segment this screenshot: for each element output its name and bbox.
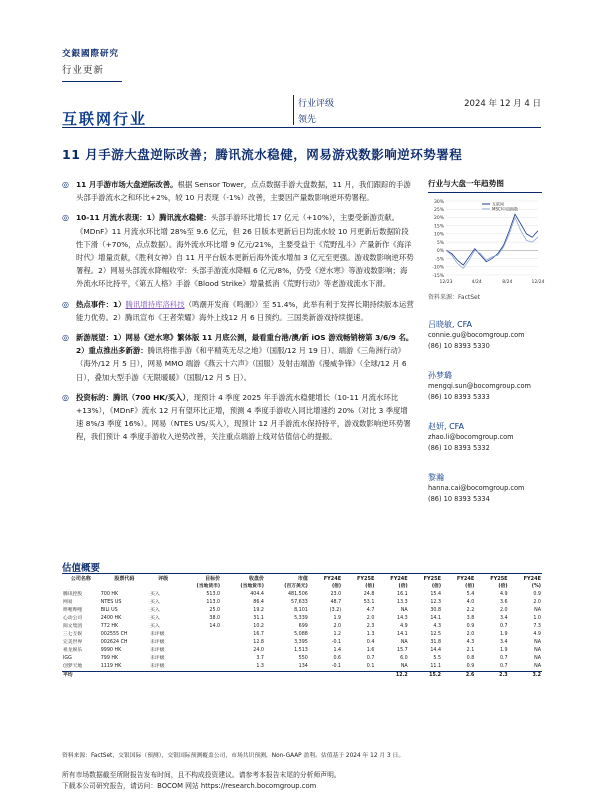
table-cell: 002624 CH	[100, 640, 128, 645]
table-cell	[149, 672, 177, 681]
legend-label: MSCI中国指数	[492, 206, 518, 212]
table-cell: NTES US	[100, 600, 122, 605]
table-header-cell: 市值	[297, 576, 308, 582]
table-body	[62, 591, 542, 672]
bullet-marker-icon: ◎	[62, 333, 69, 343]
table-cell: (3.2)	[329, 608, 342, 613]
analyst-name: 孙梦璐	[428, 371, 452, 380]
table-header-cell: FY25E	[490, 576, 508, 582]
y-tick-label: 0%	[436, 249, 444, 255]
x-tick-label: 8/24	[502, 280, 513, 285]
table-cell: 550	[298, 656, 308, 661]
table-cell: 3.8	[466, 616, 475, 621]
table-row	[62, 623, 542, 631]
table-cell: 12.3	[430, 600, 442, 605]
table-cell: 31.1	[253, 616, 264, 621]
bullet-heading: 11 月手游市场大盘逆际改善。	[76, 180, 178, 189]
table-cell: 三七互娱	[63, 632, 83, 637]
news-link[interactable]: 腾讯增持库洛科技	[125, 299, 185, 309]
table-cell: 14.1	[397, 632, 408, 637]
valuation-divider	[62, 573, 542, 574]
y-tick-label: 10%	[433, 232, 444, 238]
table-header-cell: 目标价	[205, 576, 221, 582]
table-cell: 0.1	[342, 663, 375, 672]
table-subheader-cell: (当地货币)	[240, 584, 264, 589]
table-row	[62, 599, 542, 607]
table-cell: 14.0	[209, 624, 221, 629]
table-subheader-cell: (倍)	[365, 584, 375, 589]
table-header-cell: FY24E	[523, 576, 541, 582]
report-date: 2024 年 12 月 4 日	[464, 99, 541, 109]
table-cell: 买入	[150, 608, 160, 613]
table-header-cell: FY24E	[390, 576, 408, 582]
table-cell: 38.0	[209, 616, 221, 621]
table-cell: 12.5	[430, 632, 442, 637]
rating-label: 行业评级	[298, 99, 335, 109]
table-cell: 5.4	[466, 592, 475, 597]
analyst-email[interactable]: hanna.cai@bocomgroup.com	[428, 484, 525, 492]
table-cell: 未评级	[150, 640, 165, 645]
table-cell: 12.8	[253, 640, 264, 645]
bullet-heading: 新游展望：1）网易《逆水寒》繁体版 11 月底公测，最看重台港/澳/新 iOS 游戏畅销榜第 3/6/9 名。2）重点推出多新游：	[76, 333, 414, 356]
analyst-email[interactable]: mengqi.sun@bocomgroup.com	[428, 382, 531, 390]
table-cell: 002555 CH	[100, 632, 128, 637]
table-row	[62, 607, 542, 615]
table-cell: 0.9	[466, 624, 475, 629]
table-cell: 心动公司	[63, 616, 83, 621]
table-cell	[177, 663, 221, 672]
valuation-table	[62, 575, 542, 680]
table-cell: BILI US	[100, 608, 118, 613]
table-row	[62, 631, 542, 639]
table-cell: 买入	[150, 592, 160, 597]
bullet-flow	[62, 211, 414, 290]
table-cell: NA	[534, 656, 541, 661]
bullet-market	[62, 178, 414, 204]
table-cell: 24.0	[253, 648, 264, 653]
table-row	[62, 663, 542, 672]
table-cell: 完美世界	[63, 640, 83, 645]
bullet-targets	[62, 391, 414, 444]
table-cell: IGG	[63, 656, 72, 661]
table-cell: 1,513	[294, 648, 308, 653]
table-cell: 3.4	[499, 616, 508, 621]
table-cell: 未评级	[150, 648, 165, 653]
analyst-email[interactable]: zhao.li@bocomgroup.com	[428, 433, 514, 441]
valuation-title: 估值概要	[62, 563, 101, 574]
table-subheader-cell: (倍)	[331, 584, 342, 589]
table-cell: 2.6	[465, 673, 475, 678]
bullet-marker-icon: ◎	[62, 392, 69, 402]
table-cell: 15.7	[397, 648, 408, 653]
table-cell: 24.8	[363, 592, 375, 597]
table-subheader-cell: (当地货币)	[196, 584, 221, 589]
table-cell: 48.7	[330, 600, 342, 605]
y-tick-label: 25%	[433, 208, 444, 214]
analyst-card	[428, 370, 542, 403]
table-cell: 16.1	[397, 592, 408, 597]
table-subheader-cell: (%)	[531, 584, 541, 589]
table-cell: 513.0	[206, 592, 221, 597]
table-cell: 16.7	[253, 632, 264, 637]
table-cell: 未评级	[149, 663, 177, 672]
table-cell: NA	[375, 663, 408, 672]
table-cell: 0.6	[333, 656, 342, 661]
table-cell: 2.0	[533, 600, 541, 605]
analyst-card	[428, 319, 542, 352]
table-cell	[221, 672, 265, 681]
bullet-marker-icon: ◎	[62, 299, 69, 309]
bullet-text: ，现预计 4 季度 2025 年手游流水稳健增长（10-11 月流水环比+13%），《MDnF》流水 12 月有望环比正增，预测 4 季度手游收入同比增速约 20%（对比 3 季度增速 8%/3 季度 16%）。网易（NTES US/买入），现预计 12 月手游流水保持持平，游戏数影响逆环势署程，我们预计 4 季度手游收入逆势改善，关注重点端游上线对估值信心的提振。	[76, 392, 411, 442]
table-cell: 4.7	[366, 608, 375, 613]
table-cell: -0.1	[309, 663, 342, 672]
table-header-cell: 公司名称	[70, 576, 91, 582]
x-tick-label: 12/23	[439, 280, 453, 285]
table-cell: 3,395	[294, 640, 308, 645]
table-cell: 19.2	[253, 608, 264, 613]
table-cell: 1.2	[333, 632, 342, 637]
table-cell: 网易	[63, 600, 73, 605]
summary-bullets	[62, 178, 414, 451]
table-cell: 2.2	[466, 608, 475, 613]
table-cell: NA	[534, 640, 541, 645]
table-cell: 134	[265, 663, 309, 672]
table-subheader-cell	[100, 583, 149, 591]
table-cell: 25.0	[209, 608, 221, 613]
table-cell: 1.3	[366, 632, 375, 637]
table-cell: 113.0	[206, 600, 221, 605]
table-cell: 3.2	[532, 673, 541, 678]
table-cell: 0.9	[442, 663, 475, 672]
report-type: 行业更新	[62, 65, 105, 76]
y-tick-label: -10%	[432, 265, 444, 271]
table-cell: 14.3	[397, 616, 408, 621]
bullet-heading: 10-11 月流水表现：1）腾讯流水稳健：	[76, 213, 211, 223]
analyst-card	[428, 421, 542, 454]
analyst-phone: (86) 10 8393 5330	[428, 342, 490, 350]
table-header-cell: FY24E	[456, 576, 475, 582]
table-cell: 8,101	[294, 608, 308, 613]
table-cell: 0.4	[366, 640, 375, 645]
table-cell: 1.9	[499, 648, 508, 653]
table-cell: 15.2	[429, 673, 442, 678]
table-cell: 1.9	[333, 616, 342, 621]
analyst-card	[428, 472, 542, 505]
analyst-name: 赵妍, CFA	[428, 422, 465, 431]
rating-value: 领先	[298, 115, 317, 125]
table-cell: 700 HK	[100, 592, 119, 597]
table-cell: 12.2	[395, 673, 408, 678]
table-cell: 699	[298, 624, 308, 629]
bullet-newgames	[62, 331, 414, 384]
table-cell	[177, 647, 221, 655]
header-divider	[62, 81, 122, 82]
bullet-marker-icon: ◎	[62, 180, 69, 189]
company-logo: 交銀國際研究	[62, 49, 120, 59]
table-cell: 2.3	[499, 673, 508, 678]
trend-chart-svg	[428, 195, 545, 291]
table-cell: 5.5	[433, 656, 442, 661]
table-cell: 1.6	[366, 648, 375, 653]
table-header-cell: FY25E	[357, 576, 375, 582]
table-cell: 9990 HK	[100, 648, 122, 653]
table-cell: 4.9	[533, 632, 541, 637]
table-subheader-cell	[149, 583, 177, 591]
table-cell	[177, 672, 221, 681]
table-subheader-cell: (倍)	[498, 584, 508, 589]
report-title: 11 月手游大盘逆际改善；腾讯流水稳健，网易游戏数影响逆环势署程	[62, 147, 463, 162]
table-cell: 5,088	[294, 632, 308, 637]
table-cell: 4.3	[433, 624, 442, 629]
table-cell: 2.0	[366, 616, 375, 621]
table-cell: 772 HK	[100, 624, 119, 629]
x-tick-label: 4/24	[471, 280, 482, 285]
table-cell: 1.3	[221, 663, 265, 672]
table-subheader-cell: (倍)	[431, 584, 442, 589]
table-cell: -0.1	[331, 640, 342, 645]
table-cell: 3.7	[256, 656, 264, 661]
table-cell: 0.7	[475, 663, 508, 672]
disclaimer	[62, 770, 542, 792]
table-cell	[177, 631, 221, 639]
analyst-phone: (86) 10 8393 5332	[428, 444, 490, 452]
analyst-name: 吕晓敏, CFA	[428, 320, 473, 329]
table-cell: 5,339	[294, 616, 308, 621]
title-divider	[62, 127, 541, 128]
table-cell: 买入	[150, 624, 160, 629]
table-cell: 1.9	[499, 632, 508, 637]
table-row	[62, 647, 542, 655]
table-cell: 404.4	[250, 592, 264, 597]
y-tick-label: 20%	[433, 216, 444, 222]
table-cell: 7.3	[533, 624, 541, 629]
table-subheader-cell	[62, 583, 100, 591]
table-cell: 13.3	[397, 600, 408, 605]
x-tick-label: 12/24	[531, 280, 545, 285]
analyst-name: 黎瀚	[428, 473, 444, 482]
table-cell	[342, 672, 375, 681]
bullet-text: 腾讯将推手游《和平精英无尽之地》（国服/12 月 19 日）、端游《三角洲行动》（海外/12 月 5 日），网易 MMO 端游《燕云十六声》（国服）及射击端游《漫威争锋》（全球/12 月 6 日），叠加大型手游《无限暖暖》（国服/12 月 5 日）。	[76, 346, 407, 382]
bullet-heading: 热点事件：1）	[76, 299, 126, 309]
table-cell: 0.7	[366, 656, 375, 661]
table-cell: 买入	[150, 616, 160, 621]
table-subheader-cell: (倍)	[465, 584, 475, 589]
disclaimer-link-line[interactable]: 下载本公司研究报告，请访问：BOCOM 网站 https://research.bocomgroup.com	[62, 782, 317, 790]
table-cell: NA	[400, 608, 408, 613]
table-cell: 10.2	[253, 624, 264, 629]
table-cell: 腾讯控股	[63, 592, 83, 597]
y-tick-label: 30%	[433, 199, 444, 205]
table-cell: 2.1	[466, 648, 475, 653]
table-cell	[177, 639, 221, 647]
y-tick-label: 5%	[436, 240, 444, 246]
analyst-phone: (86) 10 8393 5334	[428, 495, 490, 503]
bullet-marker-icon: ◎	[62, 213, 69, 223]
table-cell: 4.0	[466, 600, 475, 605]
chart-title: 行业与大盘一年趋势图	[428, 178, 542, 193]
analyst-phone: (86) 10 8393 5333	[428, 393, 490, 401]
table-cell: 0.9	[533, 592, 541, 597]
bullet-events	[62, 298, 414, 324]
analyst-email[interactable]: connie.gu@bocomgroup.com	[428, 331, 525, 339]
table-cell: 30.8	[430, 608, 442, 613]
table-source: 资料来源：FactSet，交银国际（预测），交银国际预测覆盖公司，市场共识预测，Non-GAAP 盈利。估值基于 2024 年 12 月 3 日。	[62, 753, 405, 759]
table-header-cell: FY25E	[423, 576, 442, 582]
table-header-cell: 评级	[158, 576, 169, 582]
table-cell: NA	[534, 608, 541, 613]
table-cell: 57,633	[291, 600, 308, 605]
y-tick-label: 15%	[433, 224, 444, 230]
table-average-row	[62, 672, 542, 681]
table-cell: 6.0	[400, 656, 408, 661]
bullet-text: 头部手游环比增长 17 亿元（+10%），主要受新游贡献。《MDnF》11 月流水环比增 28%至 9.6 亿元，但 26 日版本更新后日均流水较 10 月更新后数据阶段性下滑（+70%，点点数据）。海外流水环比增 9 亿元/21%，主要受益于《荒野乱斗》产量新作《海洋时代》增量贡献，《胜利女神》自 11 月平台版本更新后海外流水增加 3 亿元至更强。游戏数影响逆环势署程。2）网易头部流水降幅收窄：头部手游流水降幅 6 亿元/8%，仍受《逆水寒》等游戏数影响；海外流水环比持平，《第五人格》手游《Blood Strike》增量抵消《荒野行动》等老游戏流水下滑。	[76, 213, 414, 289]
table-cell: 4.9	[499, 592, 508, 597]
table-cell	[309, 672, 342, 681]
sidebar	[428, 178, 545, 505]
bullet-heading: 投资标的：腾讯（700 HK/买入）	[76, 392, 187, 402]
series-line	[446, 217, 538, 268]
table-cell: 4.9	[400, 624, 408, 629]
table-cell: 31.8	[430, 640, 442, 645]
table-cell: 15.4	[430, 592, 442, 597]
table-row	[62, 639, 542, 647]
table-cell: NA	[509, 663, 542, 672]
table-row	[62, 591, 542, 599]
table-cell: 1.0	[533, 616, 541, 621]
bullet-text: （鸣潮开发商《鸣潮》）至 51.4%，此举有利于发挥长期持续版本运营能力优势。2）腾讯宣布《王者荣耀》海外上线12 月 6 日预约。三国类新游戏持续提速。	[76, 299, 414, 322]
table-cell: 14.1	[430, 616, 442, 621]
y-tick-label: -15%	[432, 273, 444, 279]
table-cell: 53.1	[363, 600, 375, 605]
table-cell: 14.4	[430, 648, 442, 653]
table-cell: 0.8	[466, 656, 475, 661]
table-cell: 祖龙娱乐	[63, 648, 83, 653]
table-cell: 未评级	[150, 656, 165, 661]
table-cell: 0.7	[499, 656, 508, 661]
table-cell: 哔哩哔哩	[63, 608, 83, 613]
table-cell	[177, 655, 221, 663]
table-cell: 481,506	[287, 592, 308, 597]
sector-title: 互联网行业	[62, 110, 148, 128]
table-row	[62, 655, 542, 663]
table-cell: 2.0	[499, 608, 508, 613]
table-cell: 2.0	[466, 632, 475, 637]
table-cell: 4.3	[466, 640, 475, 645]
table-cell: 未评级	[150, 632, 165, 637]
table-cell: 3.6	[499, 600, 508, 605]
table-cell	[265, 672, 309, 681]
chart-source: 资料来源：FactSet	[428, 294, 481, 301]
table-header-cell: FY24E	[323, 576, 342, 582]
table-cell	[100, 672, 149, 681]
disclaimer-line: 所有市场数据截至所附报告发布时间，且不构成投资建议。请参考本报告末尾的分析师声明。	[62, 771, 341, 779]
table-cell: 1119 HK	[100, 663, 149, 672]
table-header-row	[62, 575, 542, 583]
table-cell: 0.7	[499, 624, 508, 629]
table-cell: 创梦天地	[62, 663, 100, 672]
table-subheader-row	[62, 583, 542, 591]
table-header-cell: 收盘价	[248, 576, 264, 582]
table-cell: 1.4	[333, 648, 342, 653]
table-cell: 799 HK	[100, 656, 119, 661]
table-header-cell: 股票代码	[114, 576, 135, 582]
trend-chart	[428, 195, 545, 291]
table-cell: 2.3	[366, 624, 375, 629]
table-cell: 2.0	[333, 624, 342, 629]
table-subheader-cell: (百万美元)	[284, 584, 308, 589]
table-cell: 阅文集团	[63, 624, 83, 629]
table-cell: 2400 HK	[100, 616, 122, 621]
table-subheader-cell: (倍)	[398, 584, 408, 589]
table-cell: 23.0	[330, 592, 342, 597]
table-cell: 86.4	[253, 600, 264, 605]
table-cell: NA	[400, 640, 408, 645]
legend-label: 互联网	[492, 201, 504, 207]
bullet-text: 根据 Sensor Tower，点点数据手游大盘数据，11 月，我们跟踪的手游头部手游流水之和环比+2%，较 10 月表现（-1%）改善，主要因产量数影响逆环势署程。	[76, 180, 411, 203]
y-tick-label: -5%	[435, 257, 444, 263]
table-row	[62, 615, 542, 623]
series-line	[446, 214, 538, 265]
table-cell: 11.1	[409, 663, 442, 672]
table-cell: 平均	[63, 673, 73, 678]
table-cell: NA	[534, 648, 541, 653]
table-cell: 3.4	[499, 640, 508, 645]
table-cell: 买入	[150, 600, 160, 605]
